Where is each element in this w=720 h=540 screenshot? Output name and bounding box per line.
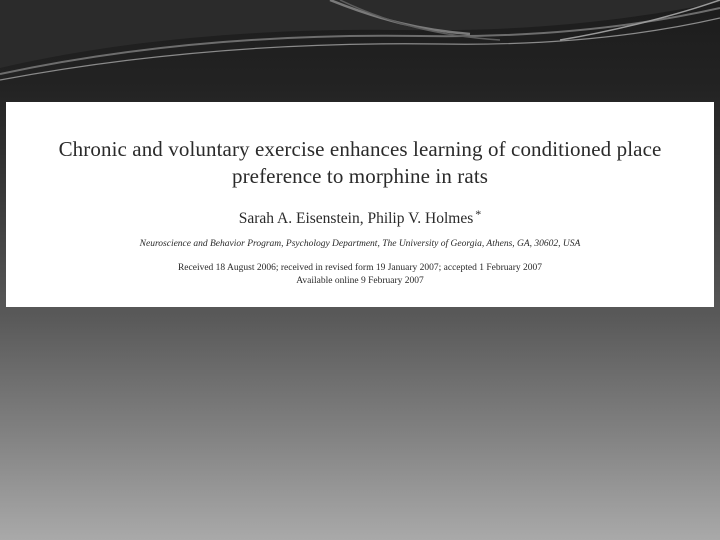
author-names: Sarah A. Eisenstein, Philip V. Holmes xyxy=(238,210,474,227)
paper-authors xyxy=(6,204,714,229)
paper-affiliation: Neuroscience and Behavior Program, Psychology Department, The University of Georgia, Athens, GA, 30602, USA xyxy=(139,239,581,249)
decorative-swoosh xyxy=(0,0,720,100)
paper-dates xyxy=(6,262,714,288)
received-dates: Received 18 August 2006; received in revised form 19 January 2007; accepted 1 February 2007 xyxy=(177,263,543,273)
paper-title xyxy=(6,136,714,190)
paper-header-panel xyxy=(6,102,714,307)
paper-title-line-2: preference to morphine in rats xyxy=(231,164,489,188)
available-online-date: Available online 9 February 2007 xyxy=(296,276,424,286)
corresponding-author-mark: * xyxy=(475,207,482,221)
paper-title-line-1: Chronic and voluntary exercise enhances learning of conditioned place xyxy=(58,137,662,161)
